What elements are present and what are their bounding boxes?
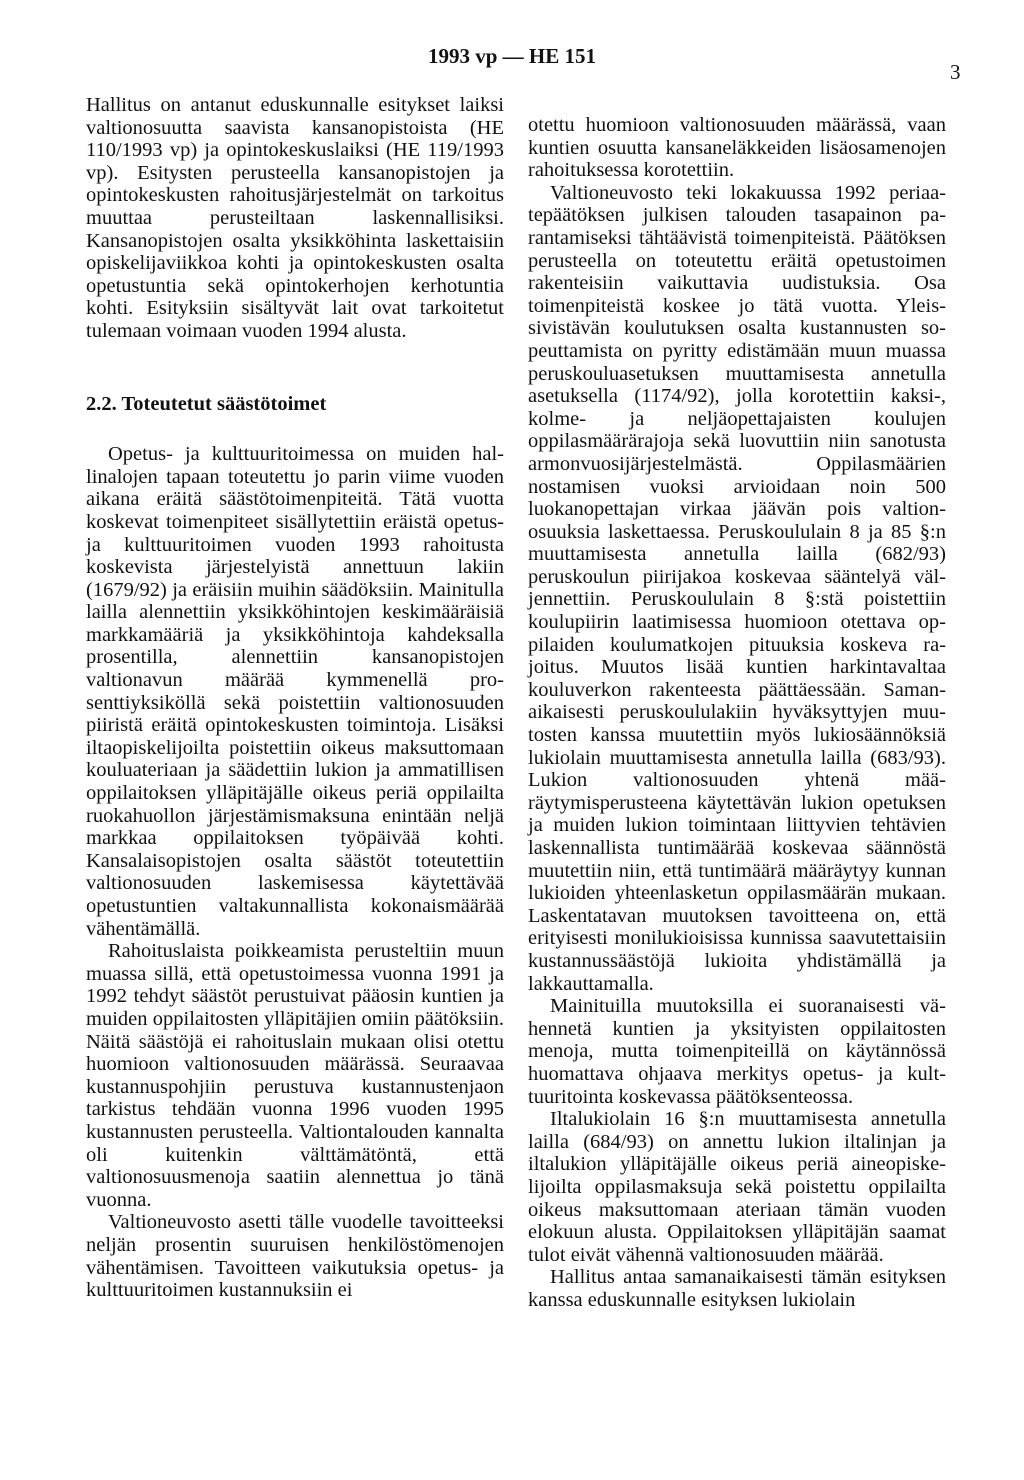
paragraph: Valtioneuvosto teki lokakuussa 1992 periaatepäätöksen julkisen talouden tasapainon parantamiseksi tähtäävistä toimenpiteistä. Päätöksen perusteella on toteutettu eräitä opetustoimen rakenteisiin vaikuttavia uudistuksia. Osa toimenpiteistä koskee jo tätä vuotta. Yleissivistävän koulutuksen osalta kustannusten sopeuttamista on pyritty edistämään muun muassa peruskouluasetuksen muuttamisesta annetulla asetuksella (1174/92), jolla korotettiin kaksi-, kolme- ja neljäopettajaisten koulujen oppilasmäärärajoja sekä luovuttiin niin sanotusta armonvuosijärjestelmästä. Oppilasmäärien nostamisen vuoksi arvioidaan noin 500 luokanopettajan virkaa jäävän pois valtionosuuksia laskettaessa. Peruskoululain 8 ja 85 §:n muuttamisesta annetulla lailla (682/93) peruskoulun piirijakoa koskevaa sääntelyä väljennettiin. Peruskoululain 8 §:stä poistettiin koulupiirin laatimisessa huomioon otettava oppilaiden koulumatkojen pituuksia koskeva rajoitus. Muutos lisää kuntien harkintavaltaa kouluverkon rakenteesta päättäessään. Samanaikaisesti peruskoululakiin hyväksyttyjen muutosten kanssa muutettiin myös lukiosäännöksiä lukiolain muuttamisesta annetulla lailla (683/93). Lukion valtionosuuden yhtenä määräytymisperusteena käytettävän lukion opetuksen ja muiden lukion toimintaan liittyvien tehtävien laskennallista tuntimäärää koskevaa säännöstä muutettiin niin, että tuntimäärä määräytyy kunnan lukioiden yhteenlasketun oppilasmäärän mukaan. Laskentatavan muutoksen tavoitteena on, että erityisesti monilukioisissa kunnissa saavutettaisiin kustannussäästöjä lukioita yhdistämällä ja lakkauttamalla. bbox=[528, 181, 946, 995]
paragraph: Valtioneuvosto asetti tälle vuodelle tavoitteeksi neljän prosentin suuruisen henkilöstömenojen vähentämisen. Tavoitteen vaikutuksia opetus- ja kulttuuritoimen kustannuksiin ei bbox=[86, 1211, 504, 1302]
paragraph: otettu huomioon valtionosuuden määrässä, vaan kuntien osuutta kansaneläkkeiden lisäosamenojen rahoituksessa korotettiin. bbox=[528, 114, 946, 182]
paragraph: Opetus- ja kulttuuritoimessa on muiden hallinalojen tapaan toteutettu jo parin viime vuoden aikana eräitä säästötoimenpiteitä. Tätä vuotta koskevat toimenpiteet sisällytettiin eräistä opetus- ja kulttuuritoimen vuoden 1993 rahoitusta koskevista järjestelyistä annettuun lakiin (1679/92) ja eräisiin muihin säädöksiin. Mainitulla lailla alennettiin yksikköhintojen keskimääräisiä markkamääriä ja yksikköhintoja kahdeksalla prosentilla, alennettiin kansanopistojen valtionavun määrää kymmenellä prosenttiyksiköllä sekä poistettiin valtionosuuden piiristä eräitä opintokeskusten toimintoja. Lisäksi iltaopiskelijoilta poistettiin oikeus maksuttomaan kouluateriaan ja säädettiin lukion ja ammatillisen oppilaitoksen ylläpitäjälle oikeus periä oppilailta ruokahuollon järjestämismaksuna enintään neljä markkaa oppilaitoksen työpäivää kohti. Kansalaisopistojen osalta säästöt toteutettiin valtionosuuden laskemisessa käytettävää opetustuntien valtakunnallista kokonaismäärää vähentämällä. bbox=[86, 443, 504, 940]
paragraph: Hallitus on antanut eduskunnalle esitykset laiksi valtionosuutta saavista kansanopistoista (HE 110/1993 vp) ja opintokeskuslaiksi (HE 119/1993 vp). Esitysten perusteella kansanopistojen ja opintokeskusten rahoitusjärjestelmät on tarkoitus muuttaa perusteiltaan laskennallisiksi. Kansanopistojen osalta yksikköhinta laskettaisiin opiskelijaviikkoa kohti ja opintokeskusten osalta opetustuntia sekä opintokerhojen kerhotuntia kohti. Esityksiin sisältyvät lait ovat tarkoitetut tulemaan voimaan vuoden 1994 alusta. bbox=[86, 94, 504, 342]
section-heading: 2.2. Toteutetut säästötoimet bbox=[86, 392, 327, 415]
page-number: 3 bbox=[950, 60, 961, 84]
paragraph: Mainituilla muutoksilla ei suoranaisesti vähennetä kuntien ja yksityisten oppilaitosten menoja, mutta toimenpiteillä on käytännössä huomattava ohjaava merkitys opetus- ja kulttuuritointa koskevassa päätöksenteossa. bbox=[528, 995, 946, 1108]
paragraph: Iltalukiolain 16 §:n muuttamisesta annetulla lailla (684/93) on annettu lukion iltalinjan ja iltalukion ylläpitäjälle oikeus periä aineopiskelijoilta oppilasmaksuja sekä poistettu oppilailta oikeus maksuttomaan ateriaan tämän vuoden elokuun alusta. Oppilaitoksen ylläpitäjän saamat tulot eivät vähennä valtionosuuden määrää. bbox=[528, 1108, 946, 1266]
paragraph: Rahoituslaista poikkeamista perusteltiin muun muassa sillä, että opetustoimessa vuonna 1991 ja 1992 tehdyt säästöt perustuivat pääosin kuntien ja muiden oppilaitosten ylläpitäjien omiin päätöksiin. Näitä säästöjä ei rahoituslain mukaan olisi otettu huomioon valtionosuuden määrässä. Seuraavaa kustannuspohjiin perustuva kustannustenjaon tarkistus tehdään vuonna 1996 vuoden 1995 kustannusten perusteella. Valtiontalouden kannalta oli kuitenkin välttämätöntä, että valtionosuusmenoja saatiin alennettua jo tänä vuonna. bbox=[86, 940, 504, 1211]
left-column bbox=[86, 94, 504, 1302]
right-column bbox=[528, 114, 946, 1311]
paragraph: Hallitus antaa samanaikaisesti tämän esityksen kanssa eduskunnalle esityksen lukiolain bbox=[528, 1266, 946, 1311]
running-header: 1993 vp — HE 151 bbox=[427, 44, 597, 68]
